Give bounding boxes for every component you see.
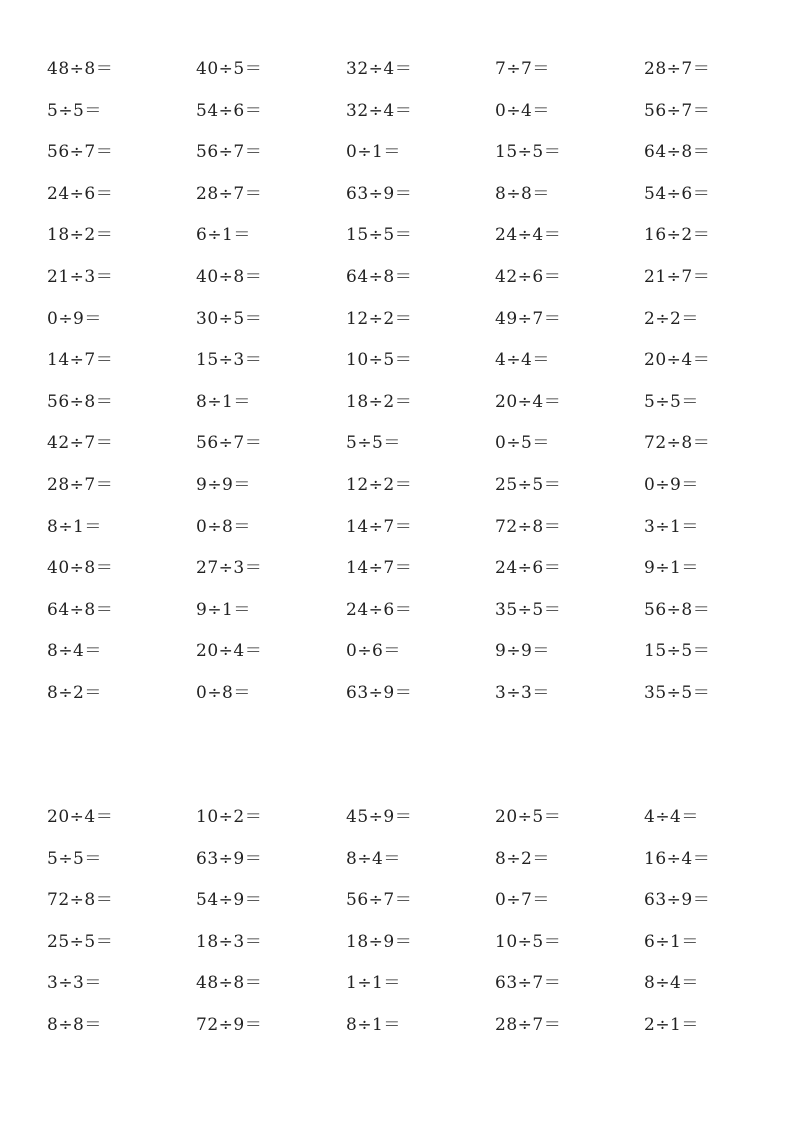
problem-row [47,348,794,390]
division-problem: 56÷8＝ [644,599,711,620]
division-problem: 8÷8＝ [495,183,550,204]
division-problem: 32÷4＝ [346,100,413,121]
division-problem: 6÷1＝ [644,931,699,952]
problem-row [47,639,794,681]
division-problem: 5÷5＝ [644,391,699,412]
division-problem: 32÷4＝ [346,59,413,79]
division-problem: 35÷5＝ [644,682,711,703]
division-problem: 8÷8＝ [47,1014,102,1035]
division-problem: 45÷9＝ [346,807,413,827]
problem-row [47,930,794,972]
division-problem: 56÷7＝ [47,142,114,163]
division-problem: 42÷7＝ [47,433,114,454]
division-problem: 25÷5＝ [47,931,114,952]
division-problem: 8÷1＝ [346,1014,401,1035]
division-problem: 25÷5＝ [495,474,562,495]
division-problem: 8÷2＝ [495,848,550,869]
division-problem: 10÷5＝ [495,931,562,952]
division-problem: 7÷7＝ [495,59,550,79]
division-problem: 56÷7＝ [196,142,263,163]
problem-row [47,888,794,930]
problem-row [47,971,794,1013]
division-problem: 0÷7＝ [495,890,550,911]
division-problem: 4÷4＝ [495,350,550,371]
problem-row [47,598,794,640]
division-problem: 8÷4＝ [346,848,401,869]
division-problem: 24÷4＝ [495,225,562,246]
division-problem: 21÷3＝ [47,266,114,287]
division-problem: 72÷8＝ [644,433,711,454]
division-problem: 28÷7＝ [644,59,711,79]
division-problem: 15÷5＝ [644,641,711,662]
problem-row [47,99,794,141]
problem-block-1 [47,57,794,723]
division-problem: 40÷8＝ [196,266,263,287]
division-problem: 0÷8＝ [196,516,251,537]
division-problem: 64÷8＝ [644,142,711,163]
division-problem: 8÷1＝ [47,516,102,537]
division-problem: 28÷7＝ [495,1014,562,1035]
division-problem: 8÷4＝ [47,641,102,662]
division-problem: 2÷2＝ [644,308,699,329]
problem-row [47,515,794,557]
division-problem: 56÷8＝ [47,391,114,412]
division-problem: 24÷6＝ [47,183,114,204]
problem-row [47,431,794,473]
division-problem: 63÷9＝ [346,183,413,204]
division-problem: 16÷4＝ [644,848,711,869]
division-problem: 56÷7＝ [196,433,263,454]
division-problem: 8÷1＝ [196,391,251,412]
division-problem: 54÷6＝ [644,183,711,204]
problem-row [47,556,794,598]
problem-row [47,847,794,889]
division-problem: 6÷1＝ [196,225,251,246]
division-problem: 9÷9＝ [495,641,550,662]
division-problem: 3÷1＝ [644,516,699,537]
division-problem: 0÷8＝ [196,682,251,703]
problem-row [47,473,794,515]
division-problem: 8÷4＝ [644,973,699,994]
division-problem: 40÷8＝ [47,558,114,579]
division-problem: 14÷7＝ [346,516,413,537]
division-problem: 9÷9＝ [196,474,251,495]
division-problem: 64÷8＝ [47,599,114,620]
division-problem: 8÷2＝ [47,682,102,703]
division-problem: 0÷1＝ [346,142,401,163]
division-problem: 5÷5＝ [47,100,102,121]
division-problem: 20÷4＝ [47,807,114,827]
division-problem: 4÷4＝ [644,807,699,827]
problem-row [47,265,794,307]
division-problem: 9÷1＝ [196,599,251,620]
division-problem: 49÷7＝ [495,308,562,329]
division-problem: 12÷2＝ [346,474,413,495]
division-problem: 54÷9＝ [196,890,263,911]
division-problem: 72÷9＝ [196,1014,263,1035]
division-problem: 14÷7＝ [47,350,114,371]
problem-row [47,57,794,99]
problem-row [47,805,794,847]
division-problem: 20÷4＝ [196,641,263,662]
division-problem: 72÷8＝ [495,516,562,537]
division-problem: 30÷5＝ [196,308,263,329]
division-problem: 10÷5＝ [346,350,413,371]
division-problem: 63÷7＝ [495,973,562,994]
division-problem: 56÷7＝ [346,890,413,911]
division-problem: 15÷5＝ [346,225,413,246]
division-problem: 3÷3＝ [47,973,102,994]
problem-block-2 [47,805,794,1055]
division-problem: 18÷3＝ [196,931,263,952]
division-problem: 20÷5＝ [495,807,562,827]
problem-row [47,140,794,182]
division-problem: 10÷2＝ [196,807,263,827]
division-problem: 21÷7＝ [644,266,711,287]
division-problem: 14÷7＝ [346,558,413,579]
division-problem: 9÷1＝ [644,558,699,579]
division-problem: 5÷5＝ [346,433,401,454]
problem-row [47,1013,794,1055]
division-problem: 48÷8＝ [196,973,263,994]
division-problem: 15÷5＝ [495,142,562,163]
division-problem: 27÷3＝ [196,558,263,579]
problem-row [47,182,794,224]
division-problem: 2÷1＝ [644,1014,699,1035]
division-problem: 63÷9＝ [346,682,413,703]
division-problem: 0÷6＝ [346,641,401,662]
division-problem: 3÷3＝ [495,682,550,703]
division-problem: 54÷6＝ [196,100,263,121]
division-problem: 24÷6＝ [495,558,562,579]
division-problem: 48÷8＝ [47,59,114,79]
division-problem: 18÷2＝ [346,391,413,412]
division-problem: 24÷6＝ [346,599,413,620]
division-problem: 64÷8＝ [346,266,413,287]
problem-row [47,307,794,349]
problem-row [47,390,794,432]
division-problem: 20÷4＝ [495,391,562,412]
problem-row [47,223,794,265]
division-problem: 12÷2＝ [346,308,413,329]
division-problem: 1÷1＝ [346,973,401,994]
division-problem: 5÷5＝ [47,848,102,869]
division-problem: 15÷3＝ [196,350,263,371]
division-problem: 18÷9＝ [346,931,413,952]
division-problem: 0÷9＝ [47,308,102,329]
division-problem: 18÷2＝ [47,225,114,246]
division-problem: 0÷9＝ [644,474,699,495]
division-problem: 35÷5＝ [495,599,562,620]
division-problem: 16÷2＝ [644,225,711,246]
division-problem: 20÷4＝ [644,350,711,371]
division-problem: 0÷5＝ [495,433,550,454]
division-problem: 0÷4＝ [495,100,550,121]
division-problem: 72÷8＝ [47,890,114,911]
problem-row [47,681,794,723]
division-problem: 63÷9＝ [196,848,263,869]
division-problem: 28÷7＝ [196,183,263,204]
division-problem: 56÷7＝ [644,100,711,121]
division-problem: 63÷9＝ [644,890,711,911]
division-problem: 28÷7＝ [47,474,114,495]
division-problem: 40÷5＝ [196,59,263,79]
division-problem: 42÷6＝ [495,266,562,287]
